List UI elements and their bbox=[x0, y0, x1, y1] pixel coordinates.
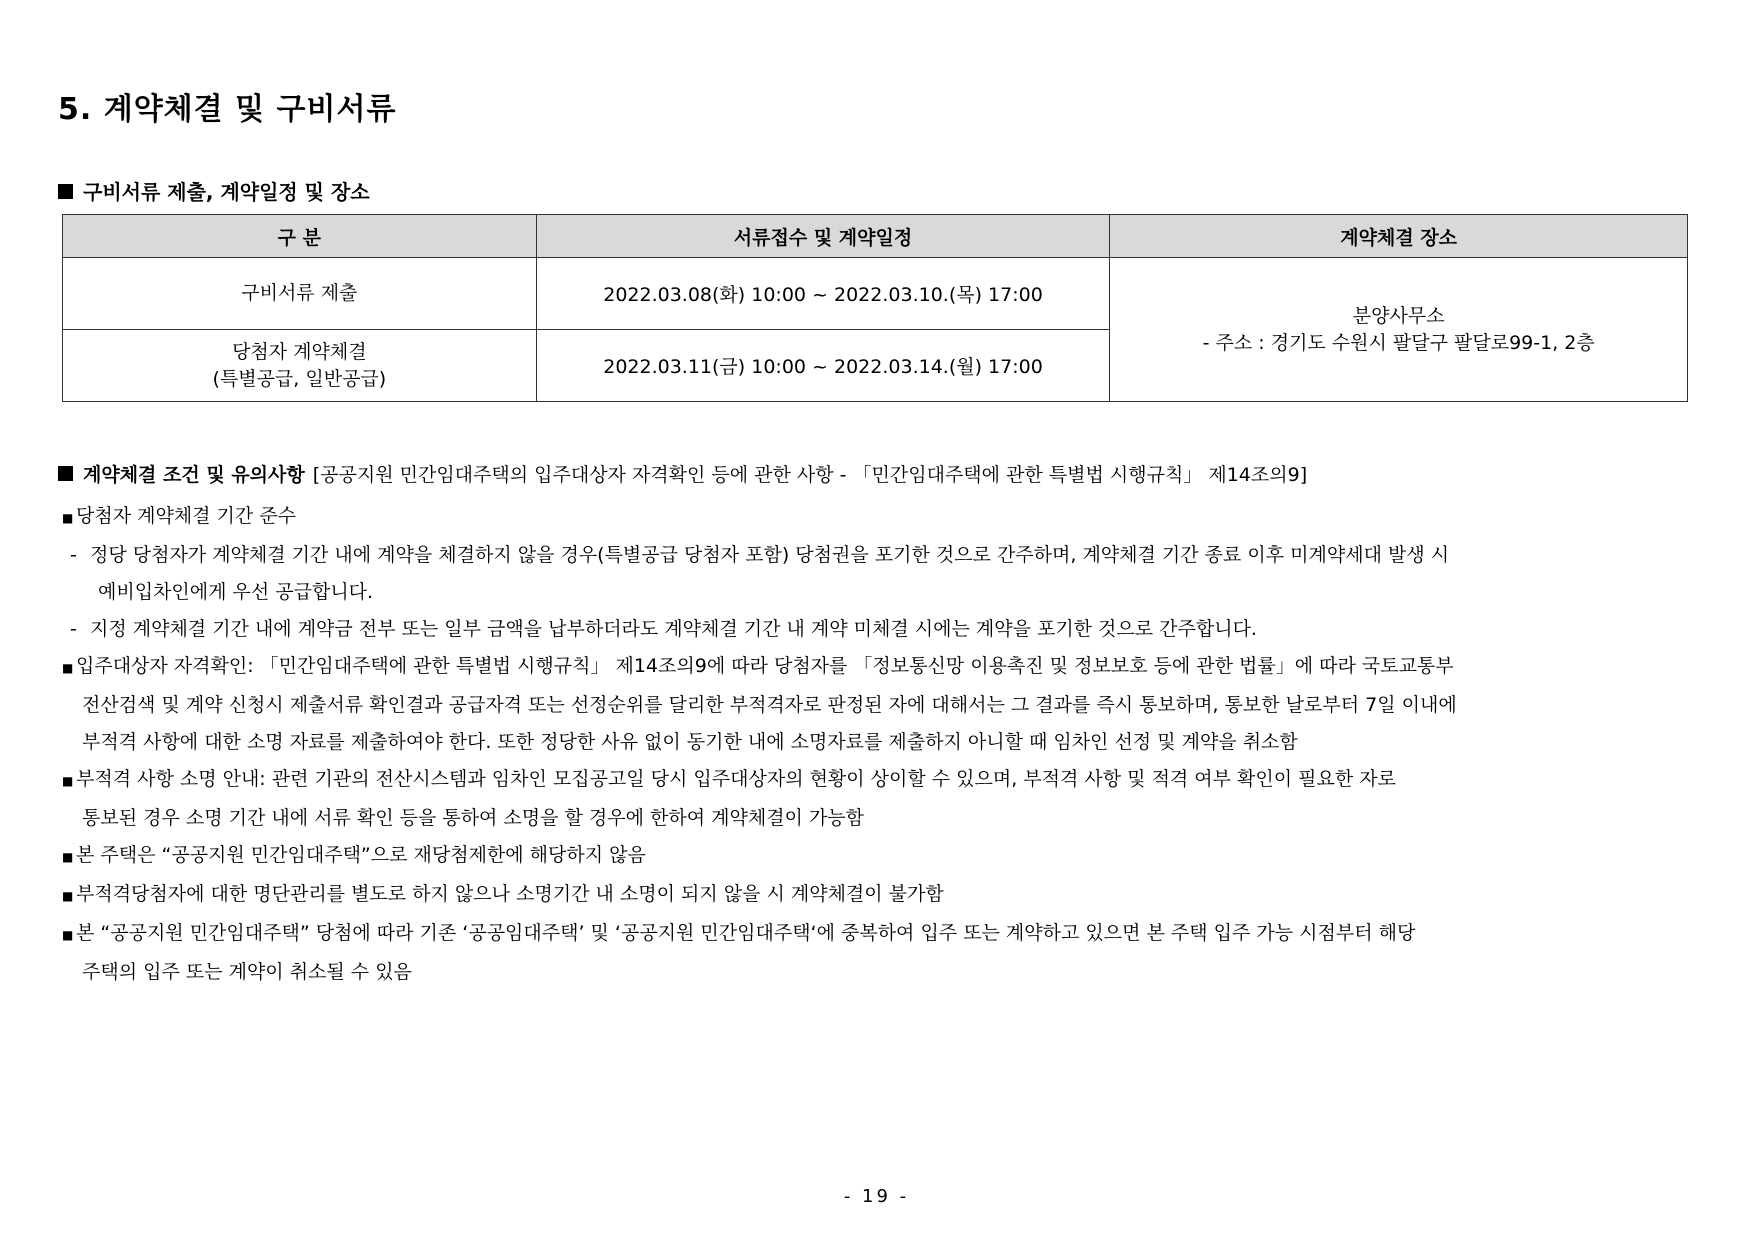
schedule-cell: 2022.03.11(금) 10:00 ~ 2022.03.14.(월) 17:00 bbox=[536, 330, 1110, 402]
section-heading-text: 구비서류 제출, 계약일정 및 장소 bbox=[83, 180, 370, 204]
list-item-continuation: 전산검색 및 계약 신청시 제출서류 확인결과 공급자격 또는 선정순위를 달리한 부적격자로 판정된 자에 대해서는 그 결과를 즉시 통보하며, 통보한 날로부터 7일 이내에 bbox=[82, 694, 1457, 716]
list-item: ■ 본 주택은 “공공지원 민간임대주택”으로 재당첨제한에 해당하지 않음 bbox=[62, 837, 1702, 876]
list-item: - 정당 당첨자가 계약체결 기간 내에 계약을 체결하지 않을 경우(특별공급 당첨자 포함) 당첨권을 포기한 것으로 간주하며, 계약체결 기간 종료 이후 미계약세대 발생 시 bbox=[62, 537, 1702, 574]
page-title: 5. 계약체결 및 구비서류 bbox=[58, 92, 397, 127]
category-text: 당첨자 계약체결 bbox=[232, 340, 367, 363]
section-heading-note: [공공지원 민간임대주택의 입주대상자 자격확인 등에 관한 사항 - 「민간임대주택에 관한 특별법 시행규칙」 제14조의9] bbox=[312, 464, 1308, 486]
dash-icon: - bbox=[70, 618, 77, 640]
list-item: ■ 부적격당첨자에 대한 명단관리를 별도로 하지 않으나 소명기간 내 소명이 되지 않을 시 계약체결이 불가함 bbox=[62, 876, 1702, 915]
list-item: - 지정 계약체결 기간 내에 계약금 전부 또는 일부 금액을 납부하더라도 계약체결 기간 내 계약 미체결 시에는 계약을 포기한 것으로 간주합니다. bbox=[62, 611, 1702, 648]
list-item: ■ 당첨자 계약체결 기간 준수 bbox=[62, 498, 1702, 537]
location-address: - 주소 : 경기도 수원시 팔달구 팔달로99-1, 2층 bbox=[1202, 331, 1595, 354]
list-item-continuation: 예비입차인에게 우선 공급합니다. bbox=[98, 581, 374, 603]
page-number: - 19 - bbox=[843, 1186, 910, 1207]
list-item: ■ 본 “공공지원 민간임대주택” 당첨에 따라 기존 ‘공공임대주택’ 및 ‘공공지원 민간임대주택‘에 중복하여 입주 또는 계약하고 있으면 본 주택 입주 가능 시점부터 해당 bbox=[62, 915, 1702, 954]
location-cell bbox=[1110, 258, 1688, 402]
bullet-icon: ■ bbox=[62, 511, 74, 525]
table-row bbox=[63, 258, 1688, 330]
conditions-content bbox=[62, 498, 1702, 991]
section-heading-text: 계약체결 조건 및 유의사항 bbox=[83, 464, 305, 486]
location-name: 분양사무소 bbox=[1352, 304, 1445, 327]
bullet-icon: ■ bbox=[62, 928, 74, 942]
bullet-icon: ■ bbox=[62, 850, 74, 864]
bullet-icon: ■ bbox=[62, 661, 74, 675]
square-bullet-icon bbox=[58, 466, 73, 481]
list-item: ■ 부적격 사항 소명 안내: 관련 기관의 전산시스템과 임차인 모집공고일 당시 입주대상자의 현황이 상이할 수 있으며, 부적격 사항 및 적격 여부 확인이 필요한 자로 bbox=[62, 761, 1702, 800]
category-cell bbox=[63, 330, 537, 402]
table-header-row bbox=[63, 215, 1688, 258]
column-header-schedule: 서류접수 및 계약일정 bbox=[536, 215, 1110, 258]
column-header-location: 계약체결 장소 bbox=[1110, 215, 1688, 258]
square-bullet-icon bbox=[58, 184, 73, 199]
schedule-cell: 2022.03.08(화) 10:00 ~ 2022.03.10.(목) 17:00 bbox=[536, 258, 1110, 330]
column-header-category: 구 분 bbox=[63, 215, 537, 258]
list-item-continuation: 통보된 경우 소명 기간 내에 서류 확인 등을 통하여 소명을 할 경우에 한하여 계약체결이 가능함 bbox=[82, 807, 865, 829]
schedule-table bbox=[62, 214, 1688, 402]
dash-icon: - bbox=[70, 544, 77, 566]
list-item-continuation: 부적격 사항에 대한 소명 자료를 제출하여야 한다. 또한 정당한 사유 없이 동기한 내에 소명자료를 제출하지 아니할 때 임차인 선정 및 계약을 취소함 bbox=[82, 731, 1298, 753]
section-heading-documents bbox=[58, 176, 370, 205]
category-cell bbox=[63, 258, 537, 330]
section-heading-conditions bbox=[58, 460, 1307, 487]
list-item-continuation: 주택의 입주 또는 계약이 취소될 수 있음 bbox=[82, 961, 412, 983]
bullet-icon: ■ bbox=[62, 889, 74, 903]
category-text: 구비서류 제출 bbox=[241, 282, 358, 304]
category-subtext: (특별공급, 일반공급) bbox=[212, 367, 387, 390]
bullet-icon: ■ bbox=[62, 774, 74, 788]
list-item: ■ 입주대상자 자격확인: 「민간임대주택에 관한 특별법 시행규칙」 제14조의9에 따라 당첨자를 「정보통신망 이용촉진 및 정보보호 등에 관한 법률」에 따라 국토교통부 bbox=[62, 648, 1702, 687]
